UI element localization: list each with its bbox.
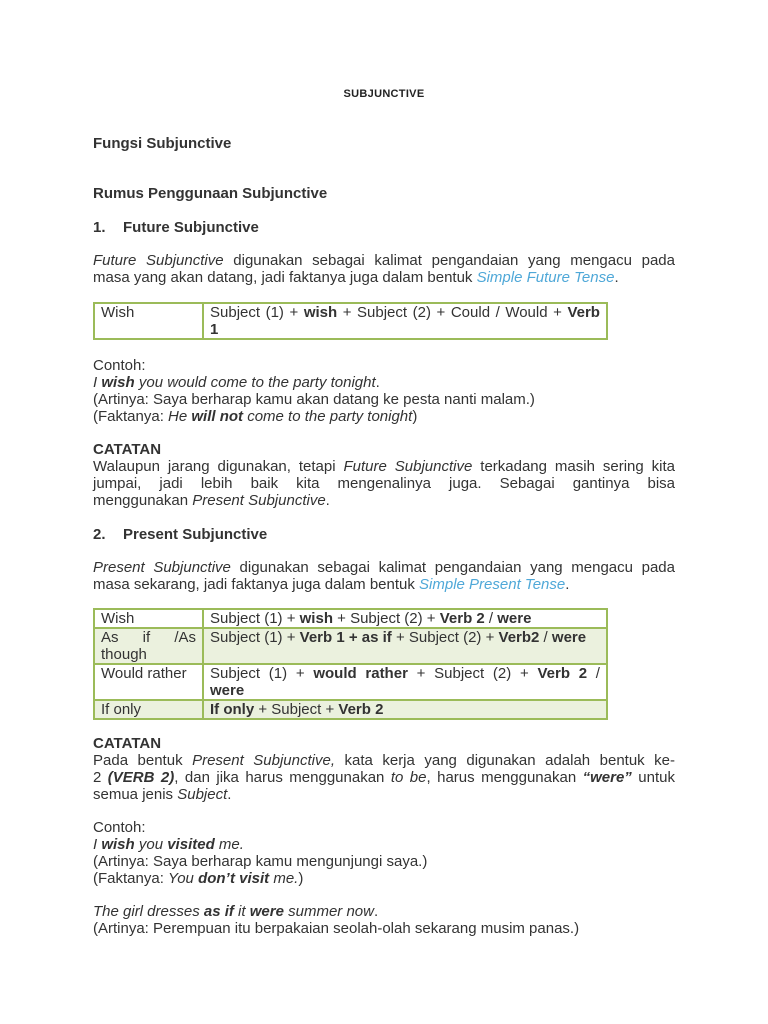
formula-part: Subject (1) + — [210, 304, 304, 321]
simple-present-tense-link[interactable]: Simple Present Tense — [419, 576, 566, 593]
catatan-text: kata kerja yang digunakan adalah bentuk ke- — [335, 752, 676, 769]
table-cell-label: Would rather — [94, 664, 203, 700]
intro-text: digunakan sebagai kalimat pengandaian yang mengacu pada — [230, 559, 675, 576]
formula-keyword: were — [497, 610, 532, 627]
section-number: 1. — [93, 219, 106, 236]
label-line: though — [101, 646, 147, 663]
catatan-heading: CATATAN — [93, 441, 162, 458]
section-number: 2. — [93, 526, 106, 543]
example-text: it — [233, 903, 250, 920]
catatan-keyword: (VERB 2) — [107, 769, 175, 786]
table-cell-formula — [203, 609, 607, 628]
example-text: you would come to the party tonight — [134, 374, 376, 391]
formula-part: Subject (1) + — [210, 610, 300, 627]
catatan-text: Pada bentuk — [93, 752, 193, 769]
formula-keyword: would rather — [313, 665, 408, 682]
formula-part: + Subject (2) + — [407, 665, 538, 682]
faktanya-part: come to the party tonight — [243, 408, 413, 425]
catatan-term: Subject — [177, 786, 228, 803]
punctuation: . — [227, 786, 232, 803]
catatan-text: menggunakan — [93, 492, 193, 509]
faktanya-keyword: will not — [191, 408, 244, 425]
section-1-heading — [93, 219, 259, 236]
future-subjunctive-table — [93, 302, 608, 340]
catatan-line-2: jumpai, jadi lebih baik kita mengenalinya juga. Sebagai gantinya bisa — [93, 475, 675, 492]
table-row — [94, 664, 607, 700]
formula-keyword: Verb 2 — [537, 665, 588, 682]
punctuation: . — [565, 576, 570, 593]
catatan-text: semua jenis — [93, 786, 178, 803]
faktanya-part: me. — [269, 870, 299, 887]
catatan-term: to be — [390, 769, 427, 786]
table-cell-formula — [203, 628, 607, 664]
formula-keyword: were — [551, 629, 587, 646]
heading-rumus: Rumus Penggunaan Subjunctive — [93, 185, 328, 202]
catatan-term: Future Subjunctive — [343, 458, 473, 475]
example-text: The girl dresses — [93, 903, 204, 920]
punctuation: . — [325, 492, 330, 509]
catatan-term: Present Subjunctive — [192, 492, 326, 509]
term: Future Subjunctive — [93, 252, 224, 269]
example-keyword: as if — [203, 903, 234, 920]
catatan-line-3 — [93, 786, 231, 803]
punctuation: ) — [412, 408, 418, 425]
formula-part: / — [484, 610, 498, 627]
faktanya-text — [93, 870, 303, 887]
faktanya-keyword: don’t visit — [198, 870, 270, 887]
catatan-heading: CATATAN — [93, 735, 162, 752]
table-row — [94, 609, 607, 628]
table-cell-formula — [203, 664, 607, 700]
table-cell-label — [94, 628, 203, 664]
formula-keyword: 1 — [210, 321, 219, 338]
present-subjunctive-table — [93, 608, 608, 720]
formula-part: + Subject (2) + Could / Would + — [337, 304, 568, 321]
formula-part: / — [539, 629, 552, 646]
intro-text: masa yang akan datang, jadi faktanya juga dalam bentuk — [93, 269, 477, 286]
example-text: summer now — [283, 903, 374, 920]
example-text: me. — [214, 836, 244, 853]
catatan-text: Walaupun jarang digunakan, tetapi — [93, 458, 344, 475]
term: Present Subjunctive — [93, 559, 231, 576]
example-text: I — [93, 836, 102, 853]
contoh-label: Contoh: — [93, 357, 146, 374]
formula-keyword: Verb 2 — [439, 610, 485, 627]
catatan-line-1 — [93, 458, 675, 475]
catatan-line-1 — [93, 752, 675, 769]
formula-keyword: were — [210, 682, 245, 699]
section-1-intro-line-1 — [93, 252, 675, 269]
example-keyword: visited — [167, 836, 215, 853]
section-title: Future Subjunctive — [123, 219, 259, 236]
table-row — [94, 700, 607, 719]
catatan-term: Present Subjunctive, — [192, 752, 335, 769]
example-sentence — [93, 374, 380, 391]
example-keyword: wish — [101, 374, 135, 391]
example-text: you — [134, 836, 168, 853]
punctuation: . — [373, 903, 379, 920]
formula-part: + Subject (2) + — [332, 610, 440, 627]
formula-part: + Subject (2) + — [391, 629, 499, 646]
artinya-text: (Artinya: Saya berharap kamu mengunjungi saya.) — [93, 853, 428, 870]
formula-keyword: Verb2 — [498, 629, 540, 646]
table-cell-formula — [203, 303, 607, 339]
formula-keyword: wish — [303, 304, 338, 321]
example-sentence — [93, 903, 378, 920]
formula-keyword: wish — [299, 610, 333, 627]
table-cell-formula — [203, 700, 607, 719]
faktanya-prefix: (Faktanya: — [93, 870, 169, 887]
intro-text: digunakan sebagai kalimat pengandaian yang mengacu pada — [223, 252, 675, 269]
formula-keyword: Verb 1 + as if — [299, 629, 392, 646]
formula-keyword: Verb — [567, 304, 600, 321]
faktanya-prefix: (Faktanya: — [93, 408, 169, 425]
formula-part: Subject (1) + — [210, 629, 300, 646]
section-2-intro-line-2 — [93, 576, 569, 593]
label-line: As if /As — [101, 629, 196, 646]
catatan-text: , dan jika harus menggunakan — [174, 769, 391, 786]
formula-part: / — [587, 665, 600, 682]
artinya-text: (Artinya: Perempuan itu berpakaian seolah-olah sekarang musim panas.) — [93, 920, 580, 937]
section-title: Present Subjunctive — [123, 526, 268, 543]
section-2-heading — [93, 526, 267, 543]
example-keyword: wish — [101, 836, 135, 853]
formula-keyword: If only — [210, 701, 255, 718]
catatan-text: 2 — [93, 769, 108, 786]
punctuation: . — [375, 374, 380, 391]
catatan-text: , harus menggunakan — [426, 769, 583, 786]
formula-part: + Subject + — [254, 701, 339, 718]
faktanya-text — [93, 408, 417, 425]
punctuation: . — [614, 269, 619, 286]
catatan-line-3 — [93, 492, 330, 509]
table-cell-label: Wish — [94, 303, 203, 339]
table-cell-label: If only — [94, 700, 203, 719]
heading-fungsi: Fungsi Subjunctive — [93, 135, 232, 152]
document-title: SUBJUNCTIVE — [343, 88, 425, 100]
section-2-intro-line-1 — [93, 559, 675, 576]
example-keyword: were — [249, 903, 284, 920]
catatan-text: untuk — [631, 769, 675, 786]
catatan-text: terkadang masih sering kita — [472, 458, 675, 475]
table-row — [94, 628, 607, 664]
intro-text: masa sekarang, jadi faktanya juga dalam bentuk — [93, 576, 420, 593]
punctuation: ) — [298, 870, 304, 887]
table-row — [94, 303, 607, 339]
contoh-label: Contoh: — [93, 819, 146, 836]
formula-part: Subject (1) + — [210, 665, 314, 682]
artinya-text: (Artinya: Saya berharap kamu akan datang ke pesta nanti malam.) — [93, 391, 535, 408]
faktanya-part: He — [168, 408, 192, 425]
section-1-intro-line-2 — [93, 269, 619, 286]
catatan-line-2 — [93, 769, 675, 786]
example-text: I — [93, 374, 102, 391]
example-sentence — [93, 836, 244, 853]
catatan-keyword: “were” — [582, 769, 632, 786]
table-cell-label: Wish — [94, 609, 203, 628]
simple-future-tense-link[interactable]: Simple Future Tense — [476, 269, 615, 286]
faktanya-part: You — [168, 870, 199, 887]
formula-keyword: Verb 2 — [338, 701, 384, 718]
